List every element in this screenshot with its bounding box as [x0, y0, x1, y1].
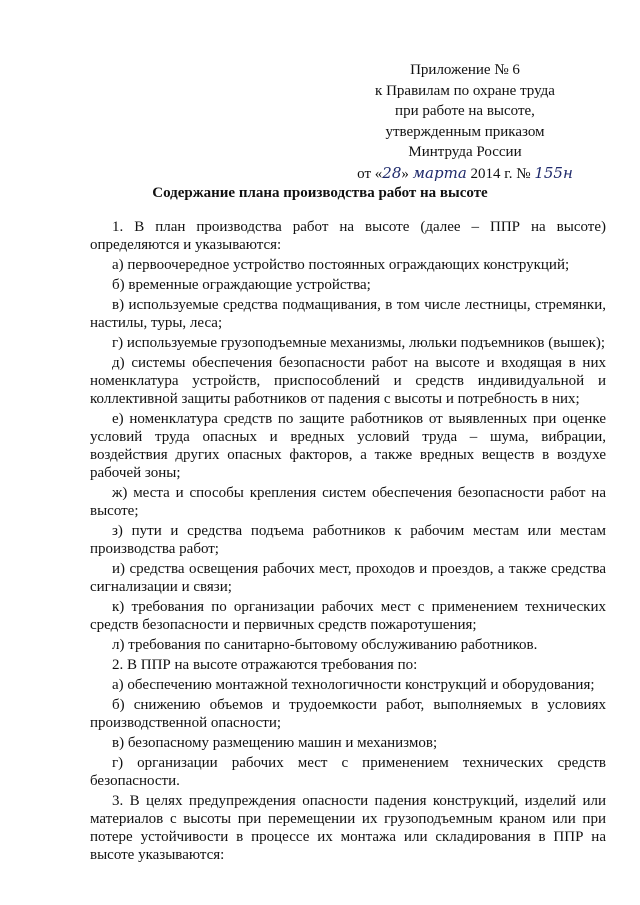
list-item: а) первоочередное устройство постоянных ограждающих конструкций;	[112, 257, 570, 273]
list-item: а) обеспечению монтажной технологичности конструкций и оборудования;	[112, 677, 595, 693]
list-item: г) используемые грузоподъемные механизмы, люльки подъемников (вышек);	[112, 335, 606, 351]
appendix-work-ref: при работе на высоте,	[395, 103, 535, 119]
handwritten-month: марта	[412, 163, 467, 182]
list-item: и) средства освещения рабочих мест, проходов и проездов, а также средства сигнализации и связи;	[90, 561, 606, 595]
appendix-rules-ref: к Правилам по охране труда	[375, 82, 555, 99]
handwritten-order-number: 155н	[534, 163, 573, 182]
appendix-header	[340, 60, 590, 184]
appendix-order-ref: утвержденным приказом	[385, 123, 545, 140]
list-item: в) используемые средства подмащивания, в том числе лестницы, стремянки, настилы, туры, леса;	[90, 297, 606, 331]
date-separator: »	[401, 165, 413, 182]
list-item: д) системы обеспечения безопасности работ на высоте и входящая в них номенклатура устройств, приспособлений и средств индивидуальной и коллективной защиты работников от падения с высоты и потребность в них;	[90, 355, 606, 407]
document-title: Содержание плана производства работ на высоте	[152, 185, 488, 201]
paragraph-1: 1. В план производства работ на высоте (далее – ППР на высоте) определяются и указываются:	[90, 219, 606, 253]
paragraph-2: 2. В ППР на высоте отражаются требования по:	[112, 657, 418, 673]
list-item: б) снижению объемов и трудоемкости работ, выполняемых в условиях производственной опасности;	[90, 697, 606, 731]
list-item: е) номенклатура средств по защите работников от выявленных при оценке условий труда опасных и вредных условий труда – шума, вибрации, воздействия других опасных факторов, а также вредных веществ в воздухе рабочей зоны;	[90, 411, 606, 481]
date-prefix: от «	[357, 165, 383, 182]
date-year: 2014 г. №	[466, 165, 535, 182]
handwritten-day: 28	[382, 163, 402, 182]
appendix-title: Приложение № 6	[410, 62, 520, 78]
list-item: л) требования по санитарно-бытовому обслуживанию работников.	[112, 637, 538, 653]
list-item: г) организации рабочих мест с применением технических средств безопасности.	[90, 755, 606, 789]
list-item: б) временные ограждающие устройства;	[112, 277, 371, 293]
appendix-date-line	[340, 163, 590, 185]
list-item: ж) места и способы крепления систем обеспечения безопасности работ на высоте;	[90, 485, 606, 519]
list-item: к) требования по организации рабочих мест с применением технических средств безопасности и первичных средств пожаротушения;	[90, 599, 606, 633]
paragraph-3: 3. В целях предупреждения опасности падения конструкций, изделий или материалов с высоты при перемещении их грузоподъемным краном или при потере устойчивости в процессе их монтажа или складирования в ППР на высоте указываются:	[90, 793, 606, 863]
appendix-ministry: Минтруда России	[408, 144, 522, 160]
list-item: в) безопасному размещению машин и механизмов;	[112, 735, 438, 751]
list-item: з) пути и средства подъема работников к рабочим местам или местам производства работ;	[90, 523, 606, 557]
document-body	[90, 218, 606, 866]
